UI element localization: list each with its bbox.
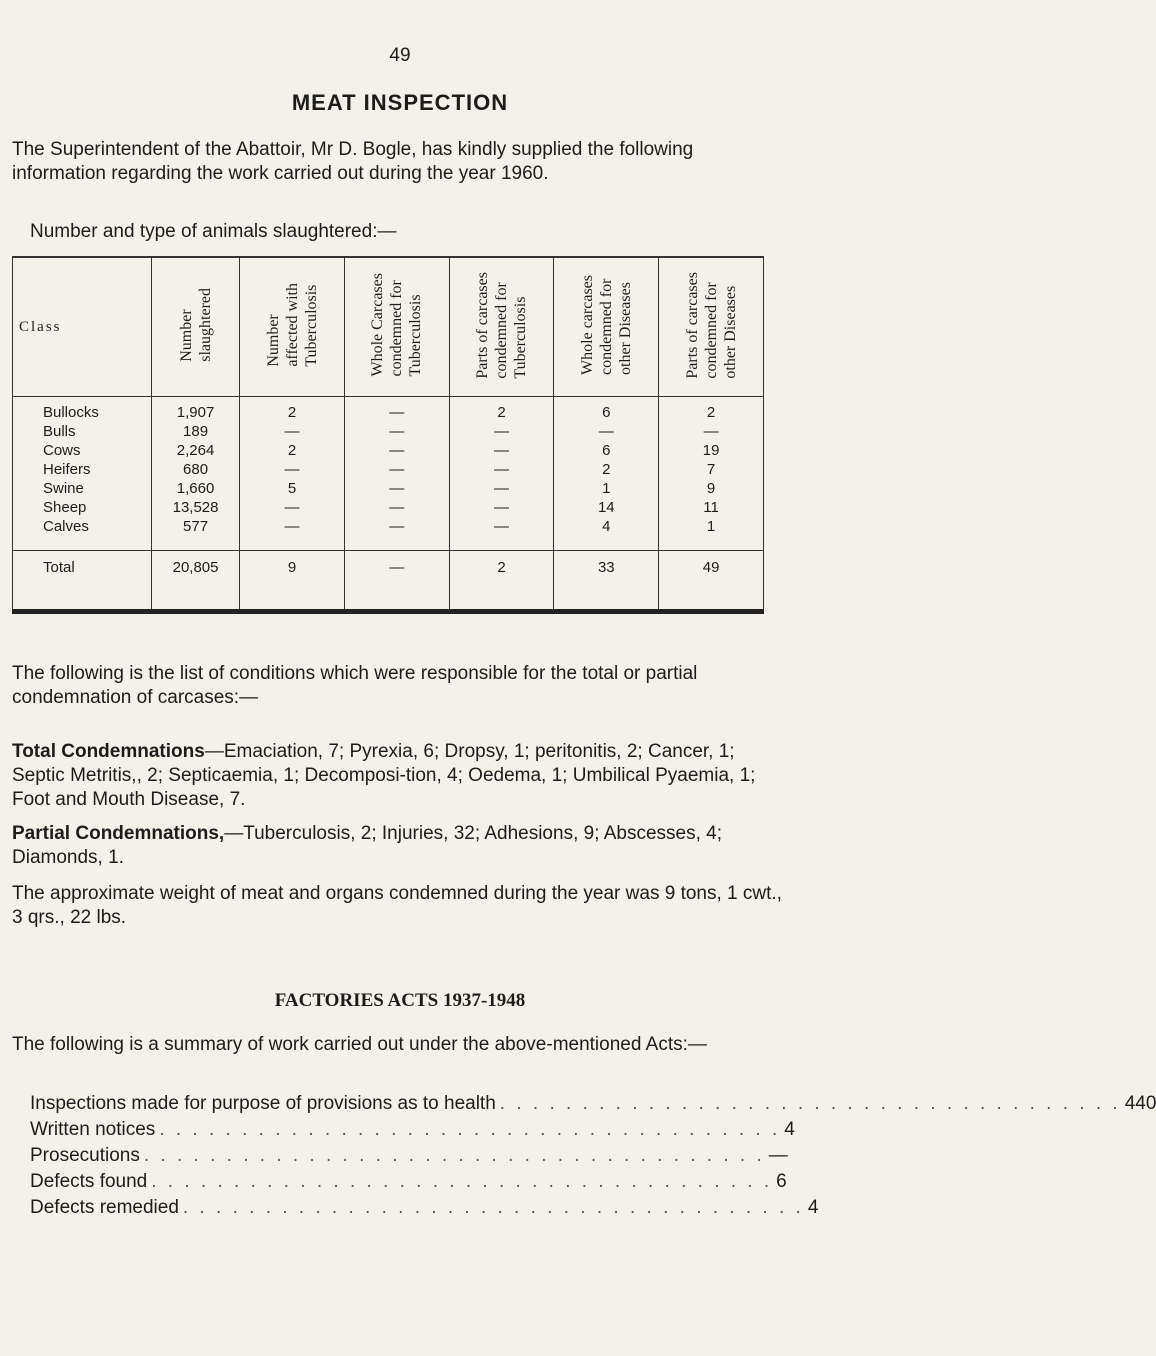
list-item-value: 6 — [776, 1171, 787, 1192]
cell-value: — — [344, 441, 449, 460]
animals-table — [12, 256, 764, 614]
cell-class: Swine — [13, 479, 152, 498]
cell-value: — — [449, 479, 554, 498]
cell-value: 9 — [659, 479, 764, 498]
cell-value: 4 — [554, 517, 659, 551]
header-affected-tuberculosis: Number affected with Tuberculosis — [240, 257, 345, 397]
list-item — [30, 1093, 1156, 1119]
page-number: 49 — [389, 45, 411, 66]
header-whole-tb: Whole Carcases condemned for Tuberculosis — [344, 257, 449, 397]
cell-value: 2 — [449, 397, 554, 423]
list-item — [30, 1119, 795, 1145]
cell-value: 13,528 — [151, 498, 239, 517]
header-number-slaughtered: Number slaughtered — [151, 257, 239, 397]
partial-condemnations-text: —Tuberculosis, 2; Injuries, 32; Adhesions, 9; Abscesses, 4; Diamonds, 1. — [12, 823, 722, 868]
cell-value: 5 — [240, 479, 345, 498]
cell-value: 2 — [659, 397, 764, 423]
cell-class: Cows — [13, 441, 152, 460]
list-item-value: 440 — [1124, 1093, 1156, 1114]
total-value: 2 — [449, 551, 554, 612]
table-row — [13, 422, 764, 441]
total-value: 9 — [240, 551, 345, 612]
factories-intro: The following is a summary of work carried out under the above-mentioned Acts:— — [12, 1034, 707, 1055]
cell-value: — — [240, 460, 345, 479]
leader-dots: . . . . . . . . . . . . . . . . . . . . . . . . . . . . . . . . . . . . . . — [159, 1119, 781, 1140]
cell-value: 2,264 — [151, 441, 239, 460]
leader-dots: . . . . . . . . . . . . . . . . . . . . . . . . . . . . . . . . . . . . . . — [151, 1171, 773, 1192]
list-item-label: Prosecutions — [30, 1145, 140, 1166]
header-parts-other: Parts of carcases condemned for other Diseases — [659, 257, 764, 397]
cell-value: 680 — [151, 460, 239, 479]
cell-value: — — [240, 517, 345, 551]
cell-value: — — [344, 397, 449, 423]
list-item — [30, 1145, 788, 1171]
table-row — [13, 460, 764, 479]
cell-value: 1,660 — [151, 479, 239, 498]
leader-dots: . . . . . . . . . . . . . . . . . . . . . . . . . . . . . . . . . . . . . . — [182, 1197, 804, 1218]
cell-class: Heifers — [13, 460, 152, 479]
total-condemnations — [12, 740, 782, 812]
leader-dots: . . . . . . . . . . . . . . . . . . . . . . . . . . . . . . . . . . . . . . — [499, 1093, 1121, 1114]
cell-value: — — [449, 422, 554, 441]
total-value: — — [344, 551, 449, 612]
partial-condemnations — [12, 822, 782, 870]
table-header-row — [13, 257, 764, 397]
cell-class: Bullocks — [13, 397, 152, 423]
list-item-value: 4 — [807, 1197, 819, 1218]
total-condemnations-label: Total Condemnations — [12, 741, 205, 762]
cell-value: — — [449, 517, 554, 551]
cell-value: 2 — [554, 460, 659, 479]
list-item-label: Inspections made for purpose of provisions as to health — [30, 1093, 496, 1114]
cell-value: 189 — [151, 422, 239, 441]
cell-value: 1 — [659, 517, 764, 551]
list-item-label: Defects found — [30, 1171, 148, 1192]
cell-value: — — [240, 498, 345, 517]
table-row — [13, 498, 764, 517]
table-row — [13, 479, 764, 498]
cell-value: — — [240, 422, 345, 441]
cell-value: — — [344, 498, 449, 517]
cell-value: — — [344, 460, 449, 479]
cell-value: — — [344, 517, 449, 551]
cell-value: 577 — [151, 517, 239, 551]
list-item — [30, 1171, 787, 1197]
total-label: Total — [13, 551, 152, 612]
cell-value: — — [344, 479, 449, 498]
weight-paragraph: The approximate weight of meat and organs condemned during the year was 9 tons, 1 cwt., 3 qrs., 22 lbs. — [12, 883, 782, 928]
table-caption: Number and type of animals slaughtered:— — [30, 221, 397, 242]
list-item-label: Written notices — [30, 1119, 156, 1140]
header-class: Class — [13, 257, 152, 397]
list-item-label: Defects remedied — [30, 1197, 179, 1218]
list-item-value: 4 — [784, 1119, 795, 1140]
leader-dots: . . . . . . . . . . . . . . . . . . . . . . . . . . . . . . . . . . . . . . — [143, 1145, 765, 1166]
table-row — [13, 397, 764, 423]
table-total-row — [13, 551, 764, 612]
cell-value: 2 — [240, 397, 345, 423]
cell-value: — — [449, 460, 554, 479]
factories-heading: FACTORIES ACTS 1937-1948 — [274, 990, 526, 1011]
header-whole-other: Whole carcases condemned for other Diseases — [554, 257, 659, 397]
page-title: MEAT INSPECTION — [291, 90, 509, 115]
header-parts-tb: Parts of carcases condemned for Tuberculosis — [449, 257, 554, 397]
total-value: 49 — [659, 551, 764, 612]
total-condemnations-text: —Emaciation, 7; Pyrexia, 6; Dropsy, 1; peritonitis, 2; Cancer, 1; Septic Metritis,, 2; Septicaemia, 1; Decomposi-tion, 4; Oedema, 1; Umbilical Pyaemia, 1; Foot and Mouth Disease, 7. — [12, 741, 756, 810]
list-item — [30, 1197, 819, 1223]
cell-value: — — [449, 498, 554, 517]
conditions-intro: The following is the list of conditions which were responsible for the total or partial condemnation of carcases:— — [12, 663, 698, 708]
factories-list — [30, 1093, 1156, 1223]
total-value: 33 — [554, 551, 659, 612]
cell-value: — — [449, 441, 554, 460]
partial-condemnations-label: Partial Condemnations, — [12, 823, 225, 844]
cell-class: Calves — [13, 517, 152, 551]
table-row — [13, 517, 764, 551]
cell-value: 2 — [240, 441, 345, 460]
cell-value: 1,907 — [151, 397, 239, 423]
cell-value: 6 — [554, 441, 659, 460]
cell-value: 14 — [554, 498, 659, 517]
cell-value: 19 — [659, 441, 764, 460]
cell-value: — — [659, 422, 764, 441]
cell-value: 6 — [554, 397, 659, 423]
intro-paragraph: The Superintendent of the Abattoir, Mr D. Bogle, has kindly supplied the following information regarding the work carried out during the year 1960. — [12, 139, 694, 184]
cell-value: — — [554, 422, 659, 441]
cell-class: Bulls — [13, 422, 152, 441]
cell-value: 11 — [659, 498, 764, 517]
table-row — [13, 441, 764, 460]
cell-value: — — [344, 422, 449, 441]
cell-value: 1 — [554, 479, 659, 498]
cell-class: Sheep — [13, 498, 152, 517]
cell-value: 7 — [659, 460, 764, 479]
total-value: 20,805 — [151, 551, 239, 612]
list-item-value: — — [768, 1145, 788, 1166]
